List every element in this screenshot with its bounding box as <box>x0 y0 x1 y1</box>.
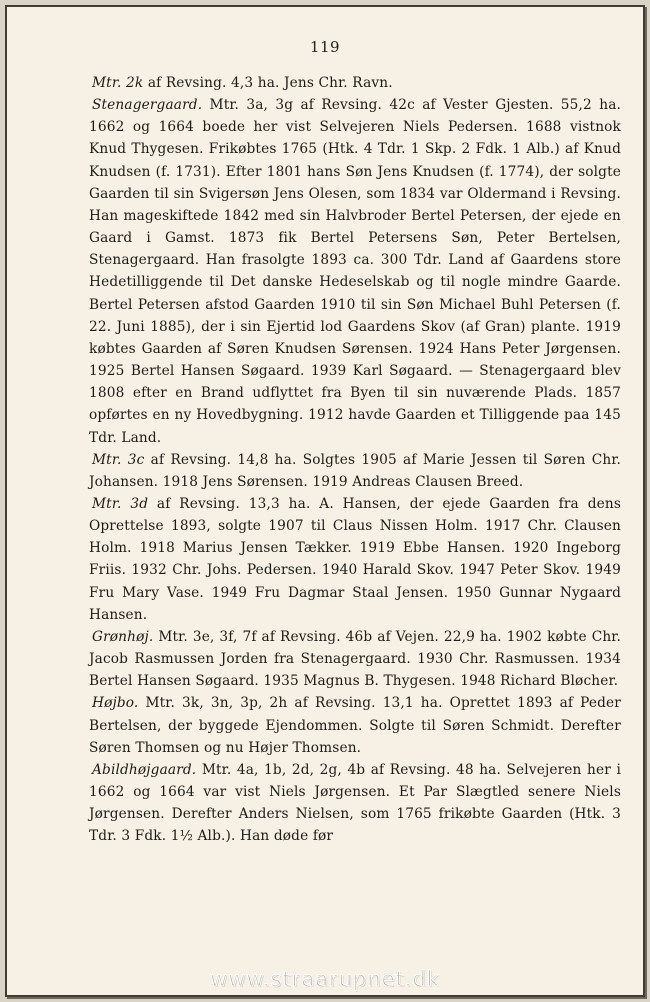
entry-stenagergaard <box>89 94 621 449</box>
entry-title: Grønhøj. <box>92 628 154 645</box>
entry-text: af Revsing. 14,8 ha. Solgtes 1905 af Marie Jessen til Søren Chr. Johansen. 1918 Jens Sørensen. 1919 Andreas Clausen Breed. <box>89 451 622 490</box>
entry-text: Mtr. 4a, 1b, 2d, 2g, 4b af Revsing. 48 ha. Selvejeren her i 1662 og 1664 var vist Niels Jørgensen. Et Par Slægtled senere Niels Jørgensen. Derefter Anders Nielsen, som 1765 frikøbte Gaarden (Htk. 3 Tdr. 3 Fdk. 1½ Alb.). Han døde før <box>89 761 621 845</box>
entry-text: Mtr. 3a, 3g af Revsing. 42c af Vester Gjesten. 55,2 ha. 1662 og 1664 boede her vist Selvejeren Niels Pedersen. 1688 vistnok Knud Thygesen. Frikøbtes 1765 (Htk. 4 Tdr. 1 Skp. 2 Fdk. 1 Alb.) af Knud Knudsen (f. 1731). Efter 1801 hans Søn Jens Knudsen (f. 1774), der solgte Gaarden til sin Svigersøn Jens Olesen, som 1834 var Oldermand i Revsing. Han mageskiftede 1842 med sin Halvbroder Bertel Petersen, der ejede en Gaard i Gamst. 1873 fik Bertel Petersens Søn, Peter Bertelsen, Stenagergaard. Han frasolgte 1893 ca. 300 Tdr. Land af Gaardens store Hedetilliggende til Det danske Hedeselskab og til nogle mindre Gaarde. Bertel Petersen afstod Gaarden 1910 til sin Søn Michael Buhl Petersen (f. 22. Juni 1885), der i sin Ejertid lod Gaardens Skov (af Gran) plante. 1919 købtes Gaarden af Søren Knudsen Sørensen. 1924 Hans Peter Jørgensen. 1925 Bertel Hansen Søgaard. 1939 Karl Søgaard. — Stenagergaard blev 1808 efter en Brand udflyttet fra Byen til sin nuværende Plads. 1857 opførtes en ny Hovedbygning. 1912 havde Gaarden et Tilliggende paa 145 Tdr. Land. <box>89 97 621 446</box>
entry-gronhoj <box>89 626 621 692</box>
entry-mtr-3d <box>89 493 621 626</box>
entry-title: Højbo. <box>92 695 139 712</box>
page-text <box>89 72 621 847</box>
entry-title: Mtr. 3c <box>92 451 145 468</box>
entry-abildhojgaard <box>89 759 621 848</box>
entry-title: Stenagergaard. <box>92 97 203 114</box>
entry-title: Mtr. 2k <box>92 75 144 91</box>
entry-text: Mtr. 3k, 3n, 3p, 2h af Revsing. 13,1 ha. Oprettet 1893 af Peder Bertelsen, der byggede Ejendommen. Solgte til Søren Schmidt. Derefter Søren Thomsen og nu Højer Thomsen. <box>89 695 621 756</box>
entry-mtr-3c <box>89 449 621 493</box>
entry-text: af Revsing. 4,3 ha. Jens Chr. Ravn. <box>143 75 393 91</box>
entry-mtr-2k <box>89 72 621 94</box>
entry-title: Mtr. 3d <box>92 495 149 512</box>
site-watermark: www.straarupnet.dk <box>210 967 440 991</box>
entry-text: af Revsing. 13,3 ha. A. Hansen, der ejede Gaarden fra dens Oprettelse 1893, solgte 1907 til Claus Nissen Holm. 1917 Chr. Clausen Holm. 1918 Marius Jensen Tækker. 1919 Ebbe Hansen. 1920 Ingeborg Friis. 1932 Chr. Johs. Pedersen. 1940 Harald Skov. 1947 Peter Skov. 1949 Fru Mary Vase. 1949 Fru Dagmar Staal Jensen. 1950 Gunnar Nygaard Hansen. <box>89 495 621 623</box>
scanned-page <box>5 5 645 997</box>
page-number: 119 <box>309 38 341 56</box>
entry-title: Abildhøjgaard. <box>92 761 197 778</box>
entry-text: Mtr. 3e, 3f, 7f af Revsing. 46b af Vejen. 22,9 ha. 1902 købte Chr. Jacob Rasmussen Jorden fra Stenagergaard. 1930 Chr. Rasmussen. 1934 Bertel Hansen Søgaard. 1935 Magnus B. Thygesen. 1948 Richard Bløcher. <box>89 628 621 690</box>
entry-hojbo <box>89 692 621 758</box>
